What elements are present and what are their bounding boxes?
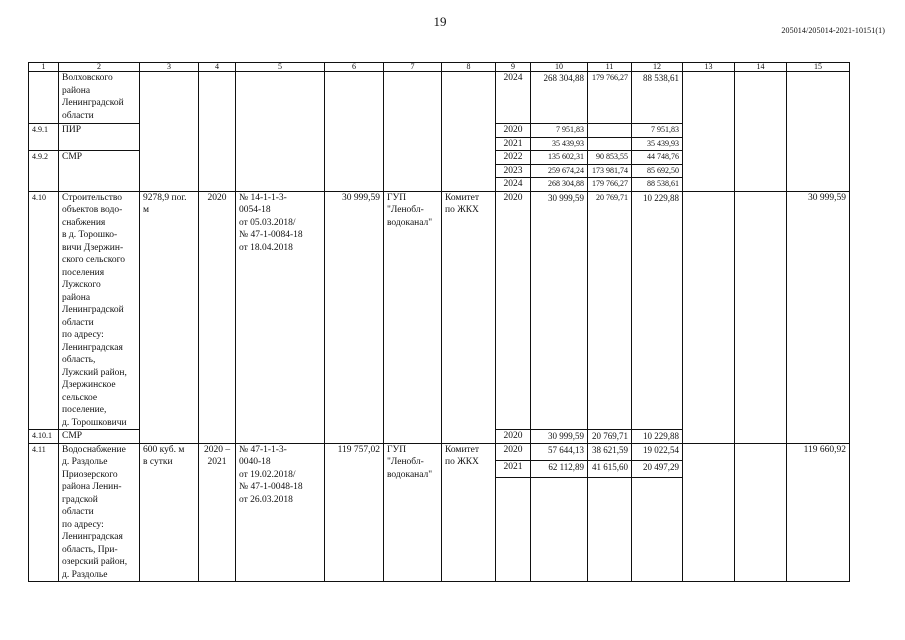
regional-cell: 7 951,83 xyxy=(632,124,683,138)
table-row xyxy=(29,72,850,124)
col-header: 13 xyxy=(683,63,735,72)
total-cell: 268 304,88 xyxy=(531,178,588,192)
estimated-cost: 30 999,59 xyxy=(325,191,384,443)
col-header: 14 xyxy=(735,63,787,72)
customer-cell: ГУП "Ленобл- водоканал" xyxy=(384,443,442,582)
federal-cell: 38 621,59 xyxy=(588,443,632,460)
col-header: 7 xyxy=(384,63,442,72)
program-table xyxy=(28,62,850,582)
year-cell: 2020 xyxy=(496,430,531,444)
object-name: Волховского района Ленинградской области xyxy=(59,72,140,124)
col-header: 1 xyxy=(29,63,59,72)
total-cell: 30 999,59 xyxy=(531,191,588,430)
federal-cell: 41 615,60 xyxy=(588,460,632,477)
row-number: 4.10 xyxy=(29,191,59,430)
table-row xyxy=(29,443,850,460)
col-header: 5 xyxy=(236,63,325,72)
total-cell: 35 439,93 xyxy=(531,137,588,151)
federal-cell: 179 766,27 xyxy=(588,72,632,124)
col-header: 12 xyxy=(632,63,683,72)
total-cell: 30 999,59 xyxy=(531,430,588,444)
federal-cell xyxy=(588,124,632,138)
regional-cell: 10 229,88 xyxy=(632,430,683,444)
year-cell: 2024 xyxy=(496,178,531,192)
capacity-cell: 9278,9 пог. м xyxy=(140,191,199,443)
col-header: 4 xyxy=(199,63,236,72)
balance-cell: 30 999,59 xyxy=(787,191,850,443)
col-header: 10 xyxy=(531,63,588,72)
total-cell: 268 304,88 xyxy=(531,72,588,124)
capacity-cell: 600 куб. м в сутки xyxy=(140,443,199,582)
total-cell: 135 602,31 xyxy=(531,151,588,165)
col-header: 9 xyxy=(496,63,531,72)
year-cell: 2023 xyxy=(496,164,531,178)
federal-cell xyxy=(588,137,632,151)
federal-cell: 179 766,27 xyxy=(588,178,632,192)
expertise-docs: № 47-1-1-3- 0040-18 от 19.02.2018/ № 47-1-0048-18 от 26.03.2018 xyxy=(236,443,325,582)
col-header: 6 xyxy=(325,63,384,72)
document-id: 205014/205014-2021-10151(1) xyxy=(781,26,885,35)
period-cell: 2020 – 2021 xyxy=(199,443,236,582)
year-cell: 2021 xyxy=(496,460,531,477)
regional-cell: 85 692,50 xyxy=(632,164,683,178)
object-name: ПИР xyxy=(59,124,140,151)
year-cell: 2020 xyxy=(496,191,531,430)
object-name: Строительство объектов водо- снабжения в д. Торошко- вичи Дзержин- ского сельского поселения Лужского района Ленинградской области по адресу: Ленинградская область, Лужский район, Дзержинское сельское поселение, д. Торошковичи xyxy=(59,191,140,430)
page-number: 19 xyxy=(433,14,447,29)
year-cell: 2022 xyxy=(496,151,531,165)
row-number: 4.11 xyxy=(29,443,59,582)
object-name: Водоснабжение д. Раздолье Приозерского района Ленин- градской области по адресу: Ленинградская область, При- озерский район, д. Раздолье xyxy=(59,443,140,582)
federal-cell: 20 769,71 xyxy=(588,430,632,444)
regional-cell: 44 748,76 xyxy=(632,151,683,165)
col-header: 3 xyxy=(140,63,199,72)
regional-cell: 10 229,88 xyxy=(632,191,683,430)
authority-cell: Комитет по ЖКХ xyxy=(442,443,496,582)
total-cell: 259 674,24 xyxy=(531,164,588,178)
regional-cell: 35 439,93 xyxy=(632,137,683,151)
balance-cell: 119 660,92 xyxy=(787,443,850,582)
expertise-docs: № 14-1-1-3- 0054-18 от 05.03.2018/ № 47-1-0084-18 от 18.04.2018 xyxy=(236,191,325,443)
col-header: 15 xyxy=(787,63,850,72)
col-header: 11 xyxy=(588,63,632,72)
period-cell: 2020 xyxy=(199,191,236,443)
federal-cell: 90 853,55 xyxy=(588,151,632,165)
total-cell: 62 112,89 xyxy=(531,460,588,477)
total-cell: 57 644,13 xyxy=(531,443,588,460)
regional-cell: 20 497,29 xyxy=(632,460,683,477)
row-number: 4.9.1 xyxy=(29,124,59,151)
customer-cell: ГУП "Ленобл- водоканал" xyxy=(384,191,442,443)
year-cell: 2020 xyxy=(496,443,531,460)
regional-cell: 88 538,61 xyxy=(632,72,683,124)
authority-cell: Комитет по ЖКХ xyxy=(442,191,496,443)
row-number: 4.9.2 xyxy=(29,151,59,192)
year-cell: 2021 xyxy=(496,137,531,151)
row-number: 4.10.1 xyxy=(29,430,59,444)
year-cell: 2020 xyxy=(496,124,531,138)
estimated-cost: 119 757,02 xyxy=(325,443,384,582)
regional-cell: 19 022,54 xyxy=(632,443,683,460)
col-header: 2 xyxy=(59,63,140,72)
column-number-row xyxy=(29,63,850,72)
object-name: СМР xyxy=(59,151,140,192)
federal-cell: 173 981,74 xyxy=(588,164,632,178)
table-row xyxy=(29,191,850,430)
col-header: 8 xyxy=(442,63,496,72)
federal-cell: 20 769,71 xyxy=(588,191,632,430)
total-cell: 7 951,83 xyxy=(531,124,588,138)
year-cell: 2024 xyxy=(496,72,531,124)
object-name: СМР xyxy=(59,430,140,444)
regional-cell: 88 538,61 xyxy=(632,178,683,192)
